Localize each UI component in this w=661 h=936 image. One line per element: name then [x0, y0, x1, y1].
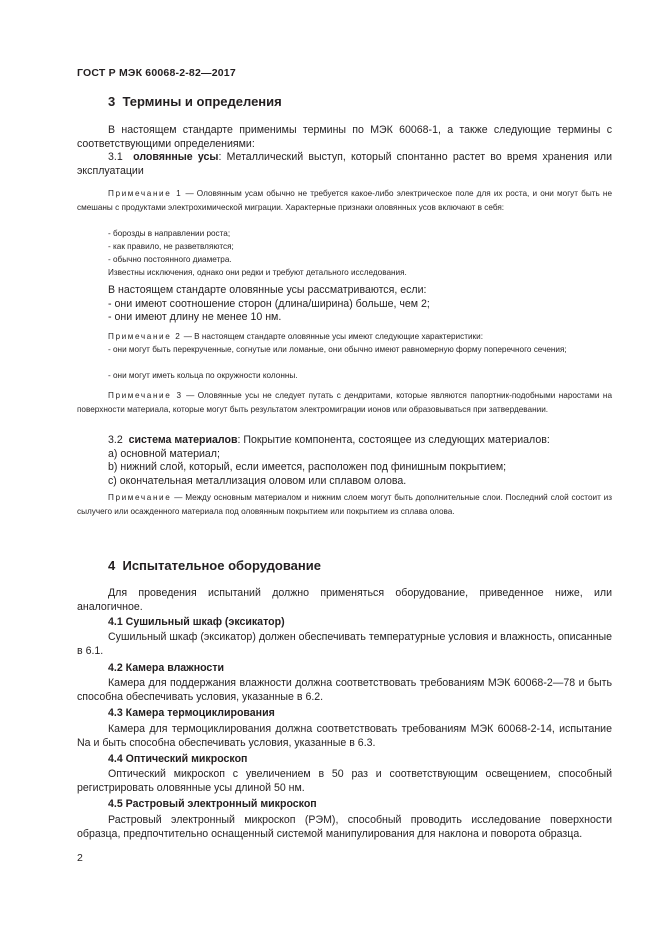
term-3-2-definition: : Покрытие компонента, состоящее из следующих материалов:: [237, 434, 550, 446]
note-2-item: - они могут иметь кольца по окружности колонны.: [108, 371, 298, 380]
term-3-1: [77, 151, 612, 178]
note-4-text: — Между основным материалом и нижним слоем могут быть дополнительные слои. Последний слой состоит из сылучего или осажденного материала под оловянным покрытием или покрытием из сплава олова.: [77, 493, 612, 516]
note-1-item: - обычно постоянного диаметра.: [108, 255, 232, 264]
considered-lead: В настоящем стандарте оловянные усы рассматриваются, если:: [108, 284, 427, 296]
note-3-label: Примечание 3: [108, 391, 183, 400]
note-1-text: — Оловянным усам обычно не требуется какое-либо электрическое поле для их роста, и они могут быть не смешаны с продуктами электрохимической миграции. Характерные признаки оловянных усов включают в себя:: [77, 189, 612, 212]
note-4-label: Примечание: [108, 493, 172, 502]
section-4-number: 4: [108, 558, 116, 573]
section-4-intro: Для проведения испытаний должно применяться оборудование, приведенное ниже, или аналогичное.: [77, 587, 612, 613]
subsection-heading: 4.4 Оптический микроскоп: [108, 753, 248, 765]
term-3-2-item: c) окончательная металлизация оловом или сплавом олова.: [108, 475, 407, 487]
subsection-text: Оптический микроскоп с увеличением в 50 раз и соответствующим освещением, способный регистрировать оловянные усы длиной 50 нм.: [77, 768, 612, 794]
note-1: [77, 187, 612, 214]
section-3-title: Термины и определения: [122, 94, 282, 109]
term-3-1-number: 3.1: [108, 151, 123, 163]
document-header: ГОСТ Р МЭК 60068-2-82—2017: [77, 67, 236, 79]
subsection-text: Растровый электронный микроскоп (РЭМ), способный проводить исследование поверхности образца, предпочтительно оснащенный системой манипулирования для наклона и поворота образца.: [77, 814, 612, 840]
section-4-title: Испытательное оборудование: [122, 558, 321, 573]
term-3-2: [108, 434, 550, 448]
section-3-heading: [108, 94, 282, 109]
considered-item: - они имеют длину не менее 10 нм.: [108, 311, 282, 323]
note-4: [77, 491, 612, 518]
note-1-label: Примечание 1: [108, 189, 183, 198]
note-1-item: - борозды в направлении роста;: [108, 229, 231, 238]
note-2: [108, 330, 483, 344]
term-3-1-definition: : Металлический выступ, который спонтанно растет во время хранения или эксплуатации: [77, 151, 613, 177]
page-number: 2: [77, 852, 83, 864]
term-3-2-number: 3.2: [108, 434, 123, 446]
considered-item: - они имеют соотношение сторон (длина/ширина) больше, чем 2;: [108, 298, 430, 310]
subsection-text: Камера для поддержания влажности должна соответствовать требованиям МЭК 60068-2—78 и быть способна обеспечивать условия, указанные в 6.2.: [77, 677, 612, 703]
note-3-text: — Оловянные усы не следует путать с дендритами, которые являются папортник-подобными наростами на поверхности материала, которые могут быть результатом электромиграции ионов или образовываться при затвердевании.: [77, 391, 612, 414]
term-3-2-item: b) нижний слой, который, если имеется, расположен под финишным покрытием;: [108, 461, 507, 473]
note-2-label: Примечание 2: [108, 332, 182, 341]
note-1-closing: Известны исключения, однако они редки и требуют детального исследования.: [108, 268, 407, 277]
note-3: [77, 389, 612, 416]
section-4-heading: [108, 558, 321, 573]
subsection-text: Камера для термоциклирования должна соответствовать требованиям МЭК 60068-2-14, испытание Na и быть способна обеспечивать условия, указанные в 6.3.: [77, 723, 612, 749]
note-2-text: — В настоящем стандарте оловянные усы имеют следующие характеристики:: [181, 332, 483, 341]
subsection-heading: 4.3 Камера термоциклирования: [108, 707, 275, 719]
section-3-number: 3: [108, 94, 116, 109]
term-3-2-item: a) основной материал;: [108, 448, 220, 460]
subsection-heading: 4.5 Растровый электронный микроскоп: [108, 798, 317, 810]
term-3-1-term: оловянные усы: [133, 151, 219, 163]
note-1-item: - как правило, не разветвляются;: [108, 242, 234, 251]
section-3-intro: В настоящем стандарте применимы термины по МЭК 60068-1, а также следующие термины с соответствующими определениями:: [77, 124, 612, 150]
subsection-text: Сушильный шкаф (эксикатор) должен обеспечивать температурные условия и влажность, описанные в 6.1.: [77, 631, 612, 657]
subsection-heading: 4.1 Сушильный шкаф (эксикатор): [108, 616, 285, 628]
term-3-2-term: система материалов: [128, 434, 238, 446]
subsection-heading: 4.2 Камера влажности: [108, 662, 225, 674]
note-2-item: - они могут быть перекрученные, согнутые или ломаные, они обычно имеют равномерную форму поперечного сечения;: [108, 345, 567, 354]
